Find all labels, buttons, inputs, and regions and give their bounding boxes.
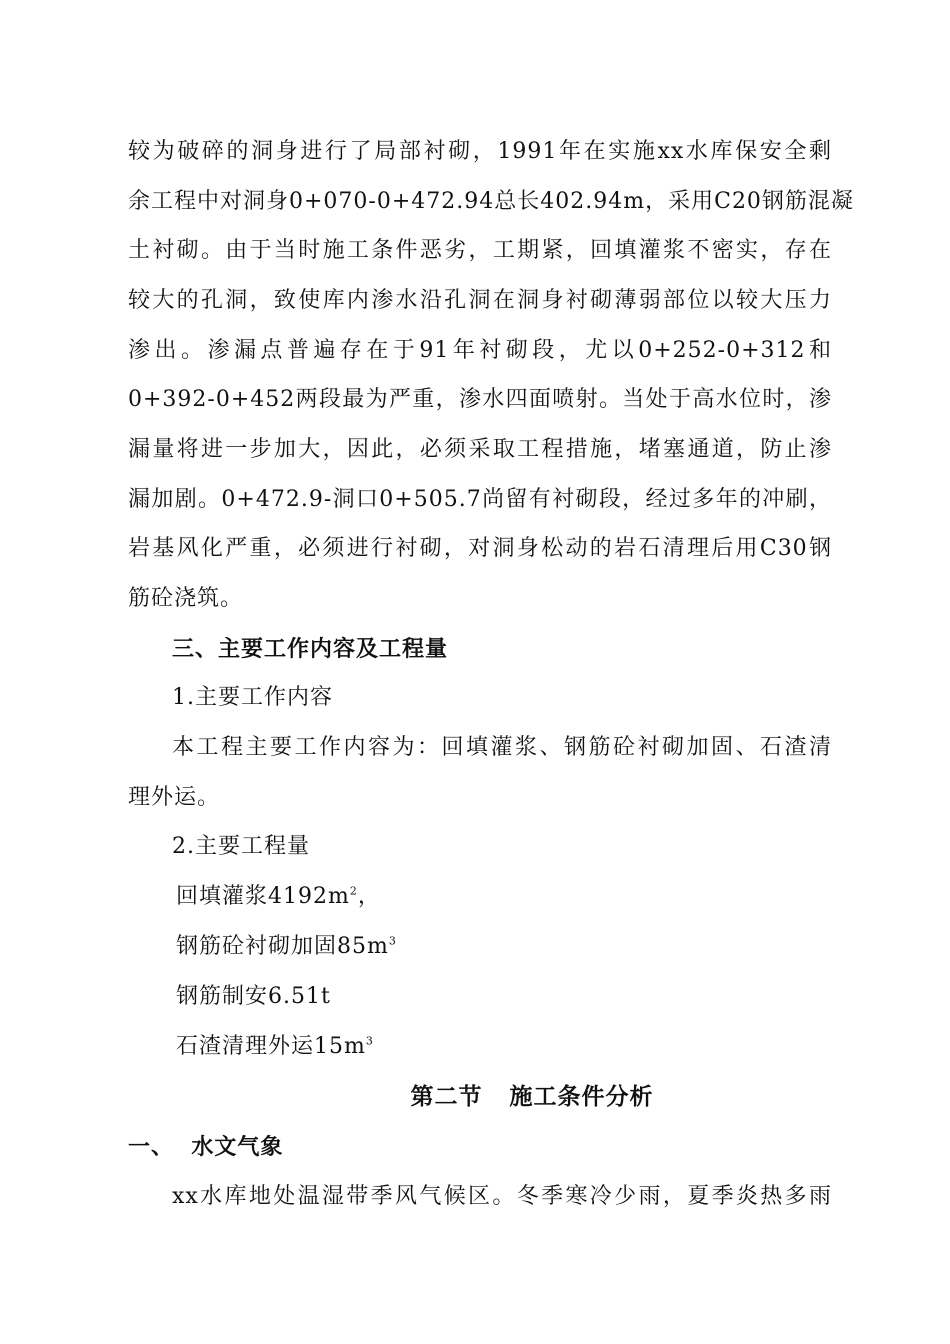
subheading: 2.主要工程量	[172, 834, 310, 859]
paragraph-line: 土衬砌。由于当时施工条件恶劣，工期紧，回填灌浆不密实，存在	[128, 238, 832, 263]
paragraph-line: 较大的孔洞，致使库内渗水沿孔洞在洞身衬砌薄弱部位以较大压力	[128, 288, 832, 313]
subheading: 1.主要工作内容	[172, 685, 333, 710]
quantity-item: 钢筋制安6.51t	[176, 984, 331, 1009]
paragraph-line: 岩基风化严重，必须进行衬砌，对洞身松动的岩石清理后用C30钢	[128, 536, 832, 561]
paragraph-line: 漏加剧。0+472.9-洞口0+505.7尚留有衬砌段，经过多年的冲刷，	[128, 487, 832, 512]
quantity-item: 回填灌浆$4192m^2$，	[176, 884, 381, 909]
quantity-item: 石渣清理外运$15m^3$	[176, 1034, 374, 1059]
section-title: 第二节 施工条件分析	[410, 1083, 654, 1110]
paragraph-line: xx水库地处温湿带季风气候区。冬季寒冷少雨，夏季炎热多雨	[172, 1184, 832, 1209]
paragraph-line: 漏量将进一步加大，因此，必须采取工程措施，堵塞通道，防止渗	[128, 437, 832, 462]
paragraph-line: 本工程主要工作内容为：回填灌浆、钢筋砼衬砌加固、石渣清	[172, 735, 832, 760]
paragraph-line: 0+392-0+452两段最为严重，渗水四面喷射。当处于高水位时，渗	[128, 387, 832, 412]
quantity-item: 钢筋砼衬砌加固$85m^3$	[176, 934, 397, 959]
paragraph-line: 理外运。	[128, 785, 221, 810]
paragraph-line: 筋砼浇筑。	[128, 586, 244, 611]
paragraph-line: 较为破碎的洞身进行了局部衬砌，1991年在实施xx水库保安全剩	[128, 139, 832, 164]
section-heading: 三、主要工作内容及工程量	[172, 636, 449, 662]
paragraph-line: 余工程中对洞身0+070-0+472.94总长402.94m，采用C20钢筋混凝	[128, 189, 854, 214]
paragraph-line: 渗出。渗漏点普遍存在于91年衬砌段，尤以0+252-0+312和	[128, 338, 832, 363]
subsection-heading: 一、 水文气象	[128, 1134, 284, 1160]
